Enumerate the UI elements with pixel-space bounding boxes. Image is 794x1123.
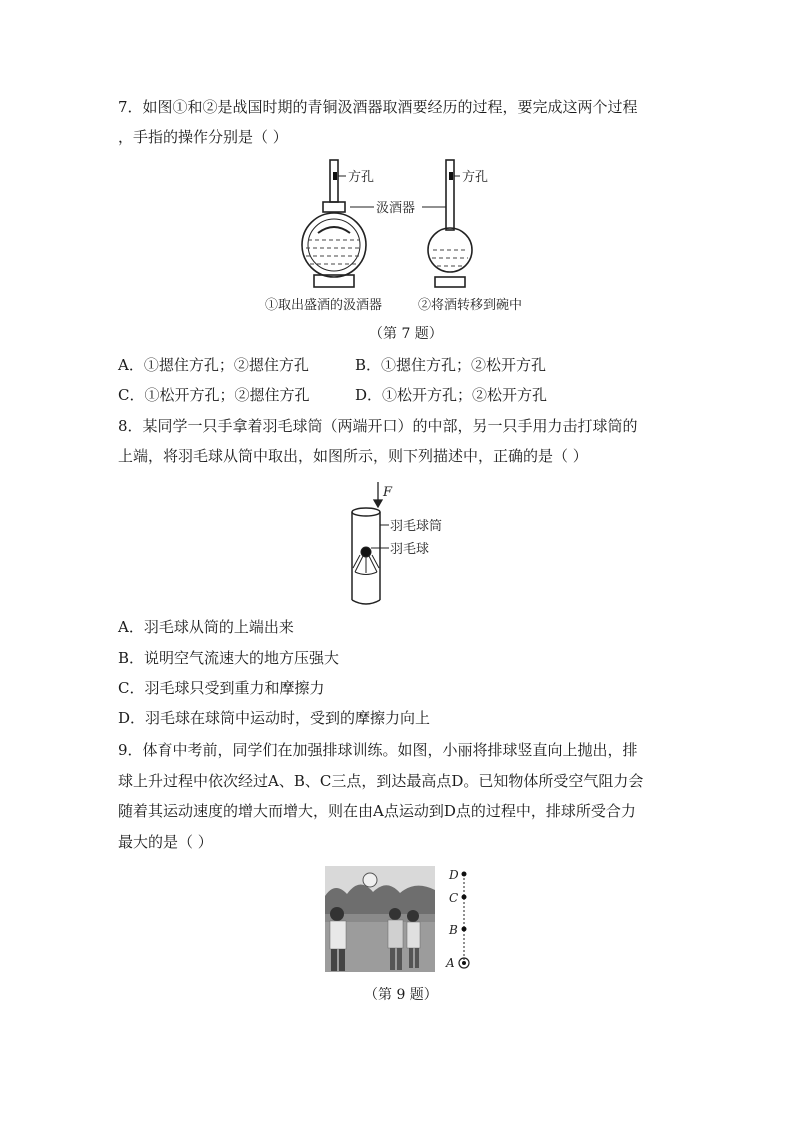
volleyball (363, 873, 377, 887)
q7-hole-2 (449, 172, 453, 180)
q8-stem-line1: 8．某同学一只手拿着羽毛球筒（两端开口）的中部，另一只手用力击打球筒的 (118, 417, 638, 435)
q8-option-d: D．羽毛球在球筒中运动时，受到的摩擦力向上 (118, 709, 431, 727)
q9-trajectory (440, 866, 480, 972)
point-d: D (449, 868, 459, 882)
q7-option-d: D．①松开方孔；②松开方孔 (355, 386, 548, 404)
point-c: C (449, 891, 459, 905)
q7-subcaption-1: ①取出盛酒的汲酒器 (265, 298, 383, 313)
q8-option-c: C．羽毛球只受到重力和摩擦力 (118, 679, 325, 697)
force-arrow (374, 482, 382, 507)
q8-option-b: B．说明空气流速大的地方压强大 (118, 649, 340, 667)
q9-stem-line2: 球上升过程中依次经过A、B、C三点，到达最高点D。已知物体所受空气阻力会 (118, 772, 644, 790)
q8-figure (345, 480, 455, 610)
q7-figure (265, 155, 560, 320)
q8-stem-line2: 上端，将羽毛球从筒中取出，如图所示，则下列描述中，正确的是（ ） (118, 447, 588, 465)
q7-label-hole-2: 方孔 (462, 170, 489, 185)
q8-label-tube: 羽毛球筒 (390, 519, 443, 534)
q7-option-c: C．①松开方孔；②摁住方孔 (118, 386, 310, 404)
q7-liquid-2 (432, 250, 468, 266)
q7-stem-line2: ，手指的操作分别是（ ） (118, 128, 288, 146)
q7-subcaption-2: ②将酒转移到碗中 (418, 298, 523, 313)
q8-option-a: A．羽毛球从筒的上端出来 (118, 618, 294, 636)
q7-stem-line1: 7．如图①和②是战国时期的青铜汲酒器取酒要经历的过程，要完成这两个过程 (118, 98, 638, 116)
point-b: B (449, 923, 458, 937)
q9-stem-line4: 最大的是（ ） (118, 833, 213, 851)
q7-hole-1 (333, 172, 337, 180)
q9-photo (325, 866, 435, 972)
q7-liquid-1 (306, 240, 362, 264)
q9-stem-line3: 随着其运动速度的增大而增大，则在由A点运动到D点的过程中，排球所受合力 (118, 802, 636, 820)
q7-caption: （第 7 题） (369, 326, 443, 342)
force-label: F (383, 485, 393, 500)
q7-option-b: B．①摁住方孔；②松开方孔 (355, 356, 547, 374)
q9-caption: （第 9 题） (364, 987, 438, 1003)
q8-label-ball: 羽毛球 (390, 542, 430, 557)
q7-label-hole-1: 方孔 (348, 170, 375, 185)
q7-option-a: A．①摁住方孔；②摁住方孔 (118, 356, 309, 374)
q9-stem-line1: 9．体育中考前，同学们在加强排球训练。如图，小丽将排球竖直向上抛出，排 (118, 741, 638, 759)
q7-label-device: 汲酒器 (376, 201, 416, 216)
shuttlecock (353, 547, 379, 575)
point-a: A (446, 956, 455, 970)
